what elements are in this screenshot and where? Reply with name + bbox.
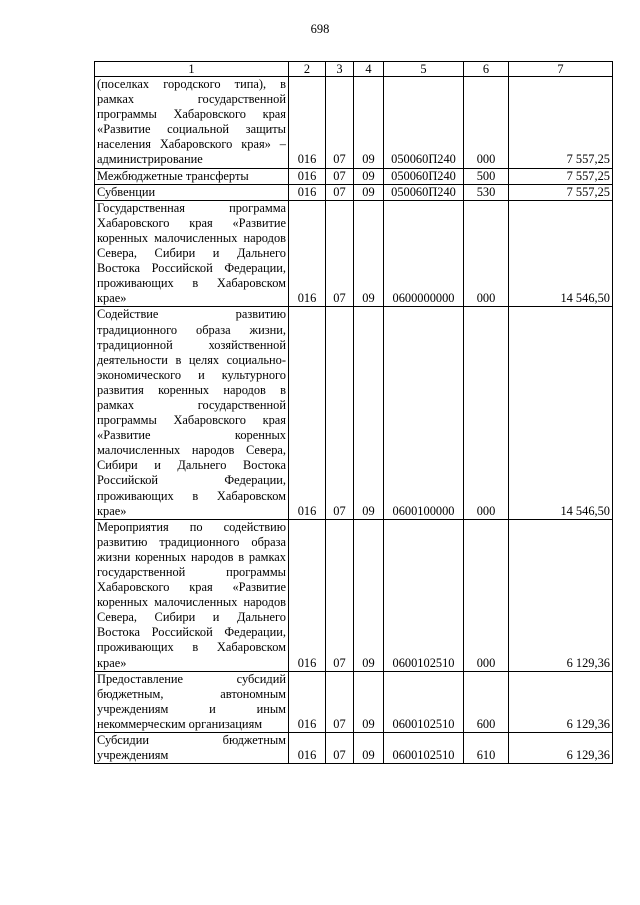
- row-ministry-code: 016: [289, 200, 326, 307]
- row-expense-type: 500: [464, 168, 509, 184]
- row-ministry-code: 016: [289, 77, 326, 169]
- row-section: 07: [326, 77, 354, 169]
- row-name: Предоставление субсидий бюджетным, автономным учреждениям и иным некоммерческим организациям: [95, 671, 289, 732]
- header-row: [95, 62, 613, 77]
- row-target-code: 0600102510: [384, 671, 464, 732]
- header-col-1: 1: [95, 62, 289, 77]
- row-subsection: 09: [354, 77, 384, 169]
- row-ministry-code: 016: [289, 307, 326, 519]
- table-row: [95, 733, 613, 764]
- table-row: [95, 184, 613, 200]
- row-target-code: 0600000000: [384, 200, 464, 307]
- row-target-code: 0600102510: [384, 519, 464, 671]
- table-row: [95, 168, 613, 184]
- row-subsection: 09: [354, 200, 384, 307]
- header-col-4: 4: [354, 62, 384, 77]
- row-ministry-code: 016: [289, 733, 326, 764]
- row-expense-type: 600: [464, 671, 509, 732]
- row-amount: 7 557,25: [509, 168, 613, 184]
- row-ministry-code: 016: [289, 519, 326, 671]
- row-amount: 6 129,36: [509, 519, 613, 671]
- row-subsection: 09: [354, 307, 384, 519]
- row-ministry-code: 016: [289, 671, 326, 732]
- row-ministry-code: 016: [289, 184, 326, 200]
- table-row: [95, 671, 613, 732]
- row-name: Межбюджетные трансферты: [95, 168, 289, 184]
- row-section: 07: [326, 519, 354, 671]
- row-name: Содействие развитию традиционного образа жизни, традиционной хозяйственной деятельности в целях социально-экономического и культурного развития коренных народов в рамках государственной программы Хабаровского края «Развитие коренных малочисленных народов Севера, Сибири и Дальнего Востока Российской Федерации, проживающих в Хабаровском крае»: [95, 307, 289, 519]
- row-subsection: 09: [354, 168, 384, 184]
- header-col-6: 6: [464, 62, 509, 77]
- row-subsection: 09: [354, 184, 384, 200]
- row-expense-type: 610: [464, 733, 509, 764]
- row-name: (поселках городского типа), в рамках государственной программы Хабаровского края «Развитие социальной защиты населения Хабаровского края» – администрирование: [95, 77, 289, 169]
- table-row: [95, 307, 613, 519]
- row-subsection: 09: [354, 733, 384, 764]
- row-section: 07: [326, 184, 354, 200]
- row-name: Государственная программа Хабаровского края «Развитие коренных малочисленных народов Севера, Сибири и Дальнего Востока Российской Федерации, проживающих в Хабаровском крае»: [95, 200, 289, 307]
- row-expense-type: 530: [464, 184, 509, 200]
- row-name: Субвенции: [95, 184, 289, 200]
- header-col-5: 5: [384, 62, 464, 77]
- row-section: 07: [326, 168, 354, 184]
- row-name: Субсидии бюджетным учреждениям: [95, 733, 289, 764]
- row-target-code: 0600102510: [384, 733, 464, 764]
- row-section: 07: [326, 307, 354, 519]
- row-expense-type: 000: [464, 77, 509, 169]
- budget-table: [94, 61, 613, 764]
- row-subsection: 09: [354, 519, 384, 671]
- row-target-code: 050060П240: [384, 168, 464, 184]
- row-expense-type: 000: [464, 519, 509, 671]
- header-col-3: 3: [326, 62, 354, 77]
- row-ministry-code: 016: [289, 168, 326, 184]
- table-row: [95, 77, 613, 169]
- table-row: [95, 519, 613, 671]
- row-amount: 7 557,25: [509, 77, 613, 169]
- row-section: 07: [326, 671, 354, 732]
- row-subsection: 09: [354, 671, 384, 732]
- header-col-2: 2: [289, 62, 326, 77]
- row-expense-type: 000: [464, 307, 509, 519]
- row-amount: 6 129,36: [509, 733, 613, 764]
- row-target-code: 050060П240: [384, 184, 464, 200]
- row-expense-type: 000: [464, 200, 509, 307]
- row-amount: 14 546,50: [509, 307, 613, 519]
- row-section: 07: [326, 733, 354, 764]
- row-amount: 14 546,50: [509, 200, 613, 307]
- row-target-code: 0600100000: [384, 307, 464, 519]
- row-name: Мероприятия по содействию развитию традиционного образа жизни коренных народов в рамках государственной программы Хабаровского края «Развитие коренных малочисленных народов Севера, Сибири и Дальнего Востока Российской Федерации, проживающих в Хабаровском крае»: [95, 519, 289, 671]
- row-target-code: 050060П240: [384, 77, 464, 169]
- table-row: [95, 200, 613, 307]
- row-amount: 7 557,25: [509, 184, 613, 200]
- row-amount: 6 129,36: [509, 671, 613, 732]
- page-number: 698: [310, 22, 330, 36]
- header-col-7: 7: [509, 62, 613, 77]
- row-section: 07: [326, 200, 354, 307]
